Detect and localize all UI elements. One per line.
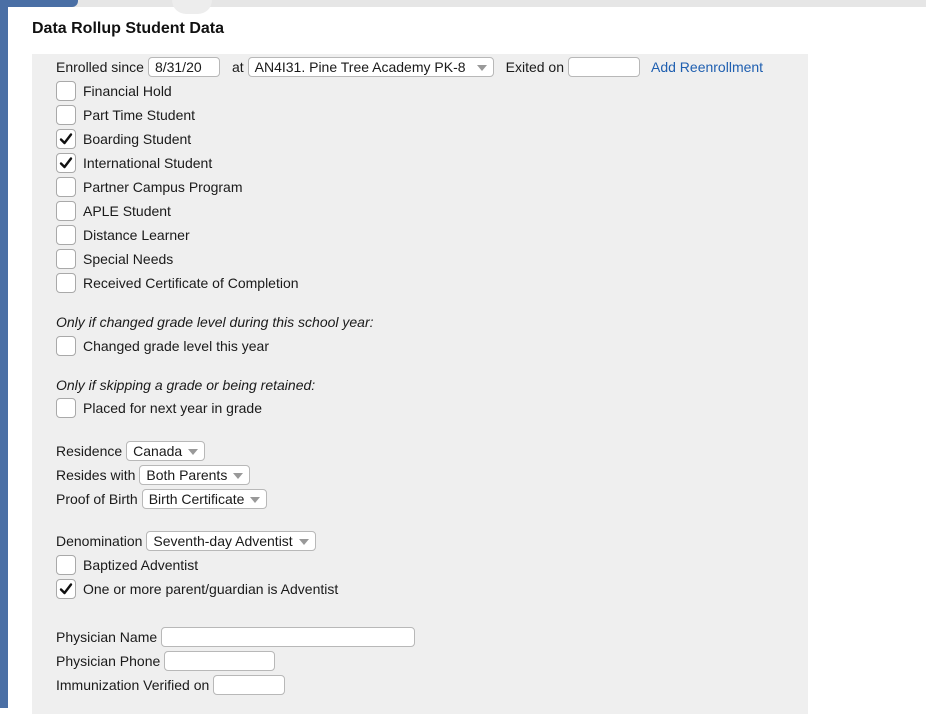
baptized-label: Baptized Adventist [83,557,199,573]
grade-change-note: Only if changed grade level during this school year: [56,314,374,330]
flag-checkbox[interactable] [56,129,76,149]
residence-select-value: Canada [133,443,183,459]
denomination-label: Denomination [56,533,143,549]
chevron-down-icon [233,473,243,479]
flag-label: Part Time Student [83,107,196,123]
exited-on-field[interactable] [568,57,640,77]
immunization-row [56,675,285,695]
proof-of-birth-label: Proof of Birth [56,491,138,507]
placement-note: Only if skipping a grade or being retained: [56,377,316,393]
proof-of-birth-select-value: Birth Certificate [148,491,245,507]
chevron-down-icon [477,65,487,71]
chevron-down-icon [188,449,198,455]
baptized-row [56,555,198,575]
denomination-select[interactable] [146,531,315,551]
changed-grade-label: Changed grade level this year [83,338,270,354]
flag-checkbox[interactable] [56,201,76,221]
checkmark-icon [59,132,73,146]
flag-row [56,153,212,173]
parent-adventist-checkbox[interactable] [56,579,76,599]
denomination-select-value: Seventh-day Adventist [153,533,293,549]
flag-checkbox[interactable] [56,273,76,293]
resides-with-row [56,465,250,485]
flag-row [56,249,173,269]
residence-label: Residence [56,443,123,459]
baptized-checkbox[interactable] [56,555,76,575]
resides-with-select[interactable] [139,465,250,485]
flag-label: Partner Campus Program [83,179,243,195]
flag-row [56,225,190,245]
residence-select[interactable] [126,441,205,461]
flag-label: Special Needs [83,251,174,267]
immunization-field[interactable] [213,675,285,695]
placed-next-year-checkbox[interactable] [56,398,76,418]
checkmark-icon [59,156,73,170]
flag-row [56,105,195,125]
flag-row [56,177,243,197]
placed-next-year-label: Placed for next year in grade [83,400,262,416]
resides-with-label: Resides with [56,467,136,483]
resides-with-select-value: Both Parents [146,467,228,483]
flag-label: Boarding Student [83,131,192,147]
proof-of-birth-select[interactable] [142,489,268,509]
enrollment-row [56,57,763,77]
parent-adventist-label: One or more parent/guardian is Adventist [83,581,339,597]
immunization-label: Immunization Verified on [56,677,210,693]
app-left-edge [0,0,8,708]
changed-grade-row [56,336,269,356]
physician-phone-field[interactable] [164,651,275,671]
flag-row [56,201,171,221]
enrolled-since-label: Enrolled since [56,59,144,75]
active-tab-edge[interactable] [8,0,78,7]
flag-label: Distance Learner [83,227,190,243]
flag-checkbox[interactable] [56,105,76,125]
physician-phone-label: Physician Phone [56,653,161,669]
proof-of-birth-row [56,489,267,509]
chevron-down-icon [250,497,260,503]
top-tab-strip [8,0,926,7]
chevron-down-icon [299,539,309,545]
flag-checkbox[interactable] [56,153,76,173]
physician-name-label: Physician Name [56,629,158,645]
flag-label: Financial Hold [83,83,172,99]
flag-checkbox[interactable] [56,177,76,197]
flag-label: APLE Student [83,203,171,219]
flag-row [56,129,191,149]
school-select[interactable] [248,57,494,77]
flag-label: Received Certificate of Completion [83,275,299,291]
physician-phone-row [56,651,275,671]
physician-name-row [56,627,415,647]
page-title: Data Rollup Student Data [32,20,225,37]
flag-checkbox[interactable] [56,225,76,245]
flag-row [56,81,172,101]
changed-grade-checkbox[interactable] [56,336,76,356]
denomination-row [56,531,316,551]
flag-row [56,273,299,293]
at-label: at [231,59,244,75]
tab-bump [172,0,212,14]
residence-row [56,441,205,461]
add-reenrollment-link[interactable]: Add Reenrollment [651,59,764,75]
physician-name-field[interactable] [161,627,415,647]
school-select-value: AN4I31. Pine Tree Academy PK-8 [254,59,466,75]
flag-checkbox[interactable] [56,81,76,101]
placed-next-year-row [56,398,262,418]
enrolled-since-field[interactable]: 8/31/20 [148,57,220,77]
parent-adventist-row [56,579,338,599]
flag-checkbox[interactable] [56,249,76,269]
flag-label: International Student [83,155,213,171]
exited-on-label: Exited on [505,59,564,75]
checkmark-icon [59,582,73,596]
